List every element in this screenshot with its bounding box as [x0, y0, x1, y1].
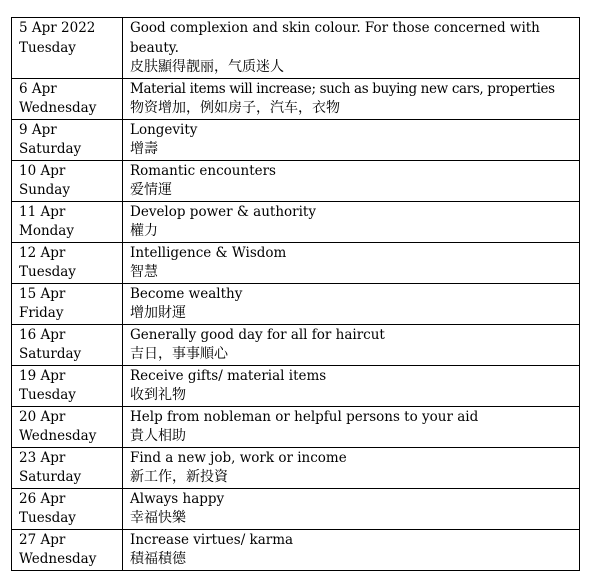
description-cell — [123, 242, 580, 283]
description-english: Help from nobleman or helpful persons to your aid — [130, 408, 479, 425]
date-cell — [12, 18, 123, 79]
description-english: Intelligence & Wisdom — [130, 244, 287, 261]
date-cell — [12, 242, 123, 283]
weekday-text: Saturday — [19, 346, 82, 362]
date-text: 19 Apr — [19, 367, 66, 384]
weekday-text: Saturday — [19, 141, 82, 157]
weekday-text: Wednesday — [19, 100, 97, 116]
description-english: Material items will increase; such as buying new cars, properties — [130, 80, 555, 97]
description-cell — [123, 447, 580, 488]
date-text: 12 Apr — [19, 244, 66, 261]
date-cell — [12, 406, 123, 447]
description-english: Become wealthy — [130, 285, 243, 302]
date-cell — [12, 78, 123, 119]
date-text: 20 Apr — [19, 408, 66, 425]
date-text: 26 Apr — [19, 490, 66, 507]
description-chinese: 收到礼物 — [130, 387, 186, 403]
table-row — [12, 18, 580, 79]
date-text: 5 Apr 2022 — [19, 20, 96, 36]
haircut-schedule-table — [11, 17, 580, 571]
date-cell — [12, 119, 123, 160]
date-text: 6 Apr — [19, 80, 57, 97]
table-row — [12, 488, 580, 529]
description-cell — [123, 160, 580, 201]
description-english: Longevity — [130, 121, 198, 138]
description-english: Receive gifts/ material items — [130, 367, 327, 384]
description-chinese: 智慧 — [130, 264, 158, 280]
weekday-text: Friday — [19, 305, 64, 321]
table-row — [12, 283, 580, 324]
description-chinese: 新工作，新投資 — [130, 469, 228, 485]
date-text: 23 Apr — [19, 449, 66, 466]
description-cell — [123, 78, 580, 119]
date-text: 15 Apr — [19, 285, 66, 302]
date-cell — [12, 488, 123, 529]
description-cell — [123, 324, 580, 365]
table-row — [12, 242, 580, 283]
description-chinese: 幸福快樂 — [130, 510, 186, 526]
date-cell — [12, 529, 123, 570]
date-text: 9 Apr — [19, 121, 57, 138]
description-cell — [123, 18, 580, 79]
description-english: Good complexion and skin colour. For those concerned with beauty. — [130, 20, 540, 56]
date-text: 10 Apr — [19, 162, 66, 179]
date-cell — [12, 160, 123, 201]
description-cell — [123, 119, 580, 160]
weekday-text: Tuesday — [19, 264, 76, 280]
weekday-text: Wednesday — [19, 551, 97, 567]
description-english: Increase virtues/ karma — [130, 531, 294, 548]
description-cell — [123, 488, 580, 529]
description-english: Always happy — [130, 490, 225, 507]
description-cell — [123, 365, 580, 406]
weekday-text: Wednesday — [19, 428, 97, 444]
description-chinese: 吉日，事事順心 — [130, 346, 228, 362]
date-cell — [12, 283, 123, 324]
description-chinese: 權力 — [130, 223, 158, 239]
table-row — [12, 160, 580, 201]
weekday-text: Tuesday — [19, 387, 76, 403]
description-chinese: 增加財運 — [130, 305, 186, 321]
date-text: 16 Apr — [19, 326, 66, 343]
description-english: Develop power & authority — [130, 203, 316, 220]
description-chinese: 貴人相助 — [130, 428, 186, 444]
description-chinese: 增壽 — [130, 141, 158, 157]
description-chinese: 皮肤顯得靓丽，气质迷人 — [130, 59, 284, 75]
description-chinese: 積福積德 — [130, 551, 186, 567]
date-cell — [12, 447, 123, 488]
table-row — [12, 406, 580, 447]
table-row — [12, 201, 580, 242]
weekday-text: Saturday — [19, 469, 82, 485]
description-cell — [123, 406, 580, 447]
table-row — [12, 324, 580, 365]
weekday-text: Monday — [19, 223, 74, 239]
table-row — [12, 447, 580, 488]
schedule-body — [12, 18, 580, 571]
description-english: Find a new job, work or income — [130, 449, 347, 466]
description-chinese: 物资增加，例如房子，汽车，衣物 — [130, 100, 340, 116]
date-cell — [12, 324, 123, 365]
date-cell — [12, 201, 123, 242]
description-chinese: 爱情運 — [130, 182, 172, 198]
description-cell — [123, 283, 580, 324]
description-english: Generally good day for all for haircut — [130, 326, 385, 343]
table-row — [12, 119, 580, 160]
table-row — [12, 529, 580, 570]
description-cell — [123, 201, 580, 242]
table-row — [12, 78, 580, 119]
date-text: 27 Apr — [19, 531, 66, 548]
date-cell — [12, 365, 123, 406]
weekday-text: Tuesday — [19, 510, 76, 526]
weekday-text: Tuesday — [19, 39, 76, 56]
description-cell — [123, 529, 580, 570]
weekday-text: Sunday — [19, 182, 70, 198]
date-text: 11 Apr — [19, 203, 66, 220]
table-row — [12, 365, 580, 406]
description-english: Romantic encounters — [130, 162, 276, 179]
